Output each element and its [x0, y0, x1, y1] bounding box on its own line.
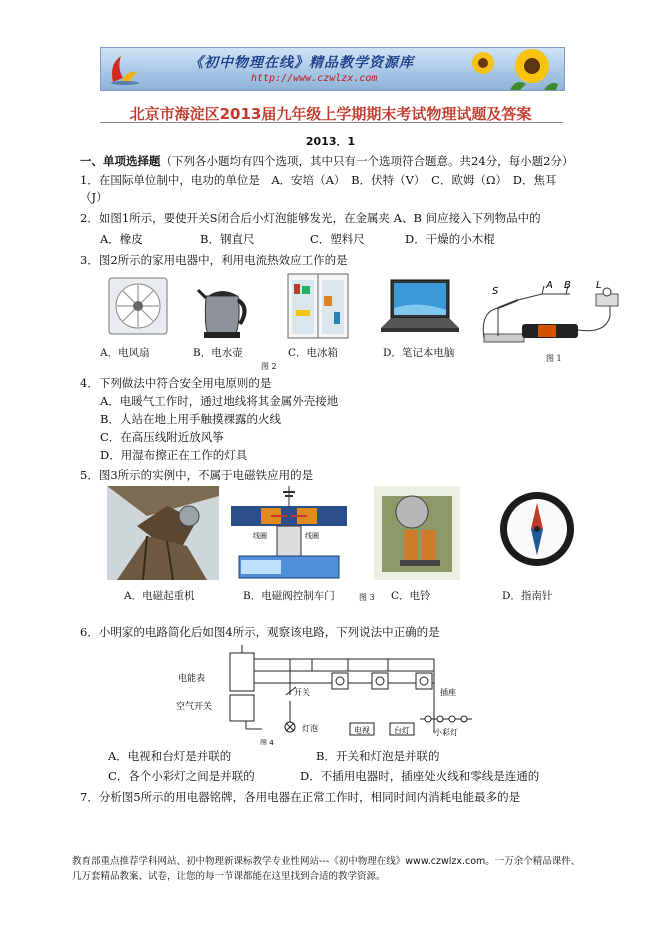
q7-stem: 7．分析图5所示的用电器铭牌，各用电器在正常工作时，相同时间内消耗电能最多的是 [80, 790, 521, 804]
q5-option-a: A．电磁起重机 [124, 590, 195, 602]
q3-option-c: C．电冰箱 [288, 347, 339, 359]
section1-note: （下列各小题均有四个选项，其中只有一个选项符合题意。共24分，每小题2分） [160, 154, 574, 168]
fig1-circuit-diagram [478, 272, 628, 352]
fig1-label-b: B [564, 280, 571, 291]
fig4-desk-lamp-label: 台灯 [394, 726, 410, 735]
valve-coil-label-left: 线圈 [253, 532, 267, 540]
sunflower-icon [500, 48, 560, 90]
q6-option-d: D．不插用电器时，插座处火线和零线是连通的 [300, 769, 540, 783]
q6-option-a: A．电视和台灯是并联的 [108, 749, 232, 763]
q6-option-b: B．开关和灯泡是并联的 [316, 749, 440, 763]
q6-stem: 6．小明家的电路简化后如图4所示，观察该电路，下列说法中正确的是 [80, 625, 440, 639]
q6-option-c: C．各个小彩灯之间是并联的 [108, 769, 255, 783]
q2-option-d: D．干燥的小木棍 [405, 232, 495, 246]
title-divider [100, 122, 563, 123]
fig4-lights-label: 小彩灯 [434, 728, 458, 737]
q2-option-b: B．钢直尺 [200, 232, 255, 246]
q3-stem: 3．图2所示的家用电器中，利用电流热效应工作的是 [80, 253, 348, 267]
electric-kettle-image [196, 278, 251, 340]
q3-option-d: D．笔记本电脑 [383, 347, 455, 359]
q3-option-b: B．电水壶 [193, 347, 243, 359]
section1-header [80, 154, 573, 169]
q1-stem-cont: （J） [80, 190, 108, 204]
q5-option-b: B．电磁阀控制车门 [243, 590, 335, 602]
q2-option-c: C．塑料尺 [310, 232, 365, 246]
q2-option-a: A．橡皮 [100, 232, 143, 246]
q4-option-d: D．用湿布擦正在工作的灯具 [100, 448, 248, 462]
fig4-breaker-label: 空气开关 [176, 702, 213, 712]
solenoid-valve-diagram [231, 486, 347, 582]
fig4-lamp-label: 灯泡 [302, 724, 318, 733]
q2-stem: 2．如图1所示，要使开关S闭合后小灯泡能够发光，在金属夹 A、B 间应接入下列物品中的 [80, 211, 541, 225]
q4-option-c: C．在高压线附近放风筝 [100, 430, 224, 444]
footer-line1: 教育部重点推荐学科网站、初中物理新课标教学专业性网站---《初中物理在线》www.czwlzx.com。一万余个精品课件、 [72, 856, 581, 867]
exam-date: 2013．1 [305, 135, 356, 148]
fig2-caption: 图 2 [261, 362, 277, 371]
fig4-household-circuit [172, 643, 492, 745]
banner-title: 《初中物理在线》精品教学资源库 [189, 55, 414, 71]
fig1-label-a: A [546, 280, 553, 291]
q4-option-a: A．电暖气工作时，通过地线将其金属外壳接地 [100, 394, 339, 408]
page-title: 北京市海淀区2013届九年级上学期期末考试物理试题及答案 [129, 105, 532, 123]
q5-option-d: D．指南针 [502, 590, 553, 602]
fig4-tv-label: 电视 [354, 726, 370, 735]
sunflower-small-icon [470, 50, 496, 76]
electric-fan-image [107, 276, 169, 336]
fig3-caption: 图 3 [359, 593, 375, 602]
banner-url: http://www.czwlzx.com [251, 73, 378, 84]
header-banner [100, 47, 565, 91]
q4-option-b: B．人站在地上用手触摸裸露的火线 [100, 412, 281, 426]
q3-option-a: A．电风扇 [100, 347, 150, 359]
fig1-label-l: L [596, 280, 602, 291]
fig4-caption: 图 4 [260, 739, 274, 745]
q5-stem: 5．图3所示的实例中，不属于电磁铁应用的是 [80, 468, 314, 482]
section1-heading: 一、单项选择题 [80, 154, 161, 168]
compass-image [497, 489, 577, 569]
refrigerator-image [284, 272, 352, 340]
site-logo-icon [107, 52, 143, 86]
valve-coil-label-right: 线圈 [305, 532, 319, 540]
q4-stem: 4．下列做法中符合安全用电原则的是 [80, 376, 272, 390]
electric-bell-image [374, 486, 460, 580]
crane-image [107, 486, 219, 580]
q1-stem: 1．在国际单位制中，电功的单位是 A．安培（A） B．伏特（V） C．欧姆（Ω） D．焦耳 [80, 173, 557, 187]
fig4-sockets [332, 673, 432, 689]
fig1-label-s: S [492, 286, 499, 297]
footer-line2: 几万套精品教案、试卷，让您的每一节课都能在这里找到合适的教学资源。 [72, 871, 386, 882]
fig4-socket-label: 插座 [440, 688, 456, 697]
laptop-image [379, 278, 461, 336]
page-footer [72, 854, 592, 884]
fig1-caption: 图 1 [546, 354, 562, 363]
fig4-switch-label: 开关 [294, 688, 310, 697]
q5-option-c: C．电铃 [391, 590, 431, 602]
fig4-meter-label: 电能表 [178, 674, 206, 684]
